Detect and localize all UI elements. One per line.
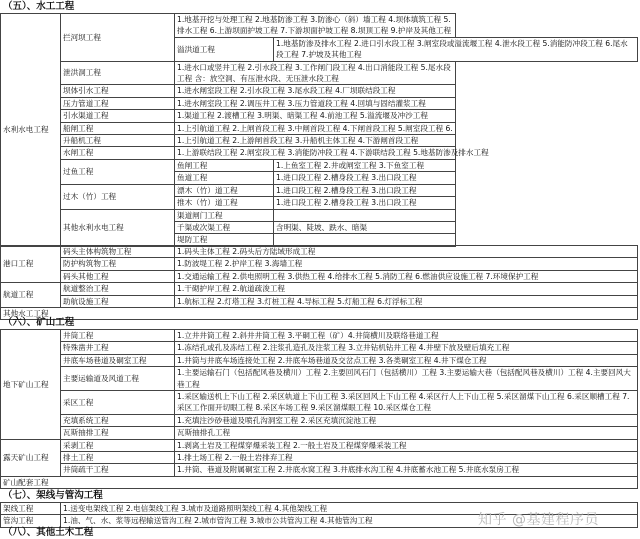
detail-name-cell: 漂木（竹）道工程 [175,184,274,196]
items-cell: 1.油、气、水、浆等远程输送管沟工程 2.城市管沟工程 3.城市公共管沟工程 4.其他管沟工程 [61,515,638,527]
table-row [1,391,638,415]
subcategory-cell: 泄洪洞工程 [61,61,175,85]
subcategory-cell: 防护构筑物工程 [61,258,175,270]
table-row [1,122,638,134]
watermark: 知乎 @基建程序员 [478,512,599,528]
items-cell: 1.进水闸室段工程 2.调压井工程 3.压力管道段工程 4.回填与固结灌浆工程 [175,97,456,109]
subcategory-cell: 航道整治工程 [61,283,175,295]
subcategory-cell: 采区工程 [61,391,175,415]
subcategory-cell: 瓦斯抽排工程 [61,427,175,439]
table-row [1,147,638,159]
table-row [1,452,638,464]
table-row [1,354,638,366]
items-cell: 1.剥离土岩及工程煤穿爆采装工程 2.一般土岩及工程煤穿爆采装工程 [175,439,638,451]
subcategory-cell: 井底车场巷道及硐室工程 [61,354,175,366]
items-cell: 1.采区输送机上下山工程 2.采区轨道上下山工程 3.采区回风上下山工程 4.采区行人上下山工程 5.采区溜煤下山工程 6.采区顺槽工程 7.采区工作面开切眼工程 8.采区车场工程 9.采区溜煤眼工程 10.采区煤仓工程 [175,391,638,415]
category-cell: 水利水电工程 [1,14,61,247]
items-cell: 1.进口段工程 2.槽身段工程 3.出口段工程 [274,172,456,184]
section-8-title: （八）、其他土木工程 [3,527,94,538]
section-6-title: （六）、矿山工程 [3,317,75,328]
category-cell: 航道工程 [1,283,61,308]
table-row [1,283,638,295]
subcategory-cell: 主要运输道及风道工程 [61,367,175,391]
items-cell: 1.充填注沙砂巷道及喷孔沟洞室工程 2.采区充填沉淀池工程 [175,414,638,426]
table-row [1,464,638,476]
subcategory-cell: 溢洪道工程 [175,37,274,61]
mining-table [0,329,638,489]
items-cell: 1.码头主体工程 2.码头后方陆域形成工程 [175,246,638,258]
table-row [1,367,638,391]
items-cell: 1.渠道工程 2.渡槽工程 3.明渠、暗渠工程 4.前池工程 5.溢流堰及冲沙工程 [175,110,456,122]
items-cell: 1.排土场工程 2.一般土岩排弃工程 [175,452,638,464]
water-conservancy-table [0,13,638,247]
category-cell: 港口工程 [1,246,61,283]
items-cell: 1.交通运输工程 2.供电照明工程 3.供热工程 4.给排水工程 5.消防工程 6.燃油供应设施工程 7.环境保护工程 [175,270,638,282]
subcategory-cell: 助航设施工程 [61,295,175,307]
category-cell: 露天矿山工程 [1,439,61,476]
category-cell: 架线工程 [1,503,61,515]
items-cell: 1.立井井筒工程 2.斜井井筒工程 3.平硐工程（矿）4.井筒横川及联络巷道工程 [175,330,638,342]
items-cell: 1.航标工程 2.灯塔工程 3.灯桩工程 4.导标工程 5.灯船工程 6.灯浮标工程 [175,295,638,307]
table-row [1,61,638,85]
items-cell: 1.进口段工程 2.槽身段工程 3.出口段工程 [274,184,456,196]
items-cell: 1.防波堤工程 2.护岸工程 3.海墙工程 [175,258,638,270]
mine-aux-cell: 矿山配套工程 [1,476,638,488]
table-row [1,184,638,196]
subcategory-cell: 船闸工程 [61,122,175,134]
table-row [1,295,638,307]
table-row [1,439,638,451]
table-row [1,85,638,97]
items-cell: 1.井筒与井底车场连接处工程 2.井底车场巷道及交岔点工程 3.各类硐室工程 4.井下煤仓工程 [175,354,638,366]
detail-name-cell: 推木（竹）道工程 [175,197,274,209]
table-row [1,97,638,109]
table-row [1,159,638,171]
items-cell: 1.上游联结段工程 2.闸室段工程 3.消能防冲段工程 4.下游联结段工程 5.地基防渗及排水工程 [175,147,456,159]
subcategory-cell: 井筒工程 [61,330,175,342]
category-cell: 管沟工程 [1,515,61,527]
table-row [1,258,638,270]
subcategory-cell: 充填系统工程 [61,414,175,426]
subcategory-cell: 码头其他工程 [61,270,175,282]
subcategory-cell: 坝体引水工程 [61,85,175,97]
detail-name-cell: 千渠或次渠工程 [175,221,274,233]
items-cell: 含明渠、陡坡、跌水、暗渠 [274,221,456,233]
subcategory-cell: 压力管道工程 [61,97,175,109]
other-water-cell: 其他水工工程 [1,308,638,320]
items-cell: 1.干砌护岸工程 2.航道疏浚工程 [175,283,638,295]
items-cell: 1.主要运输石门（包括配风巷及横川）工程 2.主要回风石门（包括横川）工程 3.主要运输大巷（包括配风巷及横川）工程 4.主要回风大巷工程 [175,367,638,391]
table-row [1,270,638,282]
items-cell: 1.进水闸室段工程 2.引水段工程 3.尾水段工程 4.厂坝联结段工程 [175,85,456,97]
table-row [1,308,638,320]
table-row [1,135,638,147]
items-cell: 1.冻结孔或孔及冻结工程 2.注浆孔造孔及注浆工程 3.立井钻机钻井工程 4.井壁下放及壁后填充工程 [175,342,638,354]
subcategory-cell: 其他水利水电工程 [61,209,175,246]
table-row [1,246,638,258]
table-row [1,209,638,221]
items-cell: 1.进口段工程 2.槽身段工程 3.出口段工程 [274,197,456,209]
items-cell [274,209,456,221]
detail-name-cell: 鱼道工程 [175,172,274,184]
subcategory-cell: 过鱼工程 [61,159,175,184]
items-cell: 1.送变电架线工程 2.电信架线工程 3.城市及道路照明架线工程 4.其他架线工程 [61,503,638,515]
table-row [1,427,638,439]
items-cell: 1.地基防渗及排水工程 2.进口引水段工程 3.闸室段或溢流堰工程 4.泄水段工程 5.消能防冲段工程 6.尾水段工程 7.护坡及其他工程 [274,37,638,61]
section-5-title: （五）、水工工程 [3,1,75,12]
items-cell: 1.上引航道工程 2.上游闸首段工程 3.升船机主体工程 4.下游闸首段工程 [175,135,456,147]
detail-name-cell: 鱼闸工程 [175,159,274,171]
section-7-title: （七）、架线与管沟工程 [3,490,103,501]
subcategory-cell: 拦河坝工程 [61,14,175,62]
subcategory-cell: 升船机工程 [61,135,175,147]
detail-name-cell: 渠道闸门工程 [175,209,274,221]
detail-name-cell: 堤防工程 [175,234,274,246]
subcategory-cell: 过木（竹）工程 [61,184,175,209]
table-row [1,342,638,354]
port-channel-table [0,245,638,320]
subcategory-cell: 码头主体构筑物工程 [61,246,175,258]
items-cell: 瓦斯抽排孔工程 [175,427,638,439]
items-cell: 1.上引航道工程 2.上闸首段工程 3.中闸首段工程 4.下闸首段工程 5.闸室段工程 6. [175,122,456,134]
items-cell: 1.井筒、巷道及附属硐室工程 2.井底水窝工程 3.井底排水沟工程 4.井底蓄水池工程 5.井底水泵房工程 [175,464,638,476]
table-row [1,476,638,488]
items-cell: 1.上鱼室工程 2.井或闸室工程 3.下鱼室工程 [274,159,456,171]
subcategory-cell: 采剥工程 [61,439,175,451]
table-row [1,330,638,342]
table-row [1,414,638,426]
subcategory-cell: 特殊凿井工程 [61,342,175,354]
category-cell: 地下矿山工程 [1,330,61,440]
items-cell: 1.进水口或竖井工程 2.引水段工程 3.工作闸门段工程 4.出口消能段工程 5.尾水段工程 含：放空洞、有压泄水段、无压泄水段工程 [175,61,456,85]
table-row [1,14,638,38]
subcategory-cell: 水闸工程 [61,147,175,159]
subcategory-cell: 排土工程 [61,452,175,464]
table-row [1,110,638,122]
subcategory-cell: 井筒疏干工程 [61,464,175,476]
items-cell: 1.地基开挖与处理工程 2.地基防渗工程 3.防渗心（斜）墙工程 4.坝体填筑工程 5.排水工程 6.上游坝面护坡工程 7.下游坝面护坡工程 8.坝顶工程 9.护岸及其他工程 [175,14,456,38]
subcategory-cell: 引水渠道工程 [61,110,175,122]
